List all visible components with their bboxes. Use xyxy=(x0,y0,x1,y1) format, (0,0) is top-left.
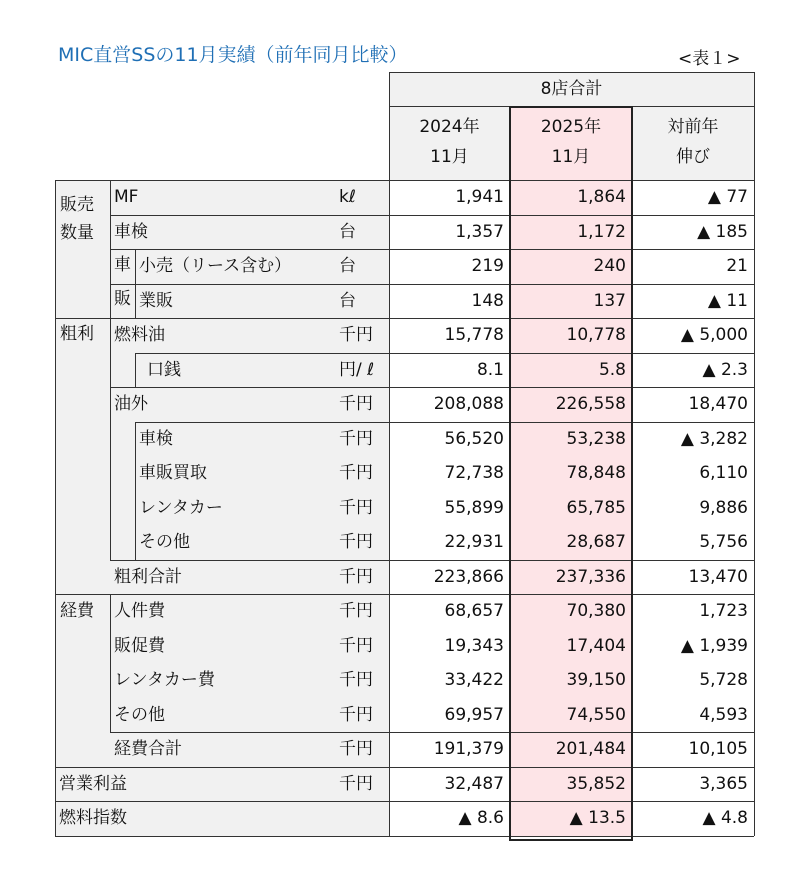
row-unit: kℓ xyxy=(339,187,356,207)
row-unit: 千円 xyxy=(339,394,373,414)
value-diff: 9,886 xyxy=(699,497,748,518)
value-diff: ▲ 3,282 xyxy=(680,428,748,449)
row-label: 口銭 xyxy=(147,359,181,380)
value-2025: 137 xyxy=(593,290,626,311)
row-label: 営業利益 xyxy=(59,773,127,794)
grid-vline xyxy=(55,180,56,836)
row-label: 業販 xyxy=(139,290,173,311)
grid-hline xyxy=(110,387,754,388)
row-unit: 千円 xyxy=(339,463,373,483)
grid-hline xyxy=(55,318,754,319)
row-unit: 千円 xyxy=(339,704,373,725)
header-diff-line1: 対前年 xyxy=(667,117,719,137)
row-label: レンタカー費 xyxy=(114,670,215,690)
value-2024: 69,957 xyxy=(444,704,504,725)
value-2024: 72,738 xyxy=(444,463,504,483)
value-2025: 240 xyxy=(593,256,626,276)
grid-hline xyxy=(110,560,754,561)
grid-hline xyxy=(55,767,754,768)
group-car-sales-line1: 車 xyxy=(114,255,131,275)
value-2024: 208,088 xyxy=(433,394,504,414)
value-diff: 18,470 xyxy=(688,394,748,414)
grid-hline xyxy=(389,72,754,73)
grid-hline xyxy=(110,284,754,285)
value-2024: 33,422 xyxy=(444,670,504,690)
grid-vline xyxy=(754,72,755,180)
row-label: レンタカー xyxy=(139,497,223,518)
value-diff: 1,723 xyxy=(699,601,748,621)
value-diff: 3,365 xyxy=(699,773,748,794)
row-unit: 千円 xyxy=(339,739,373,759)
value-2024: 219 xyxy=(471,256,504,276)
grid-vline xyxy=(135,249,136,318)
value-2025: 5.8 xyxy=(598,359,626,380)
group-sales-volume-line1: 販売 xyxy=(60,195,94,215)
row-label: 燃料油 xyxy=(114,325,165,345)
grid-vline xyxy=(389,72,390,180)
highlight-2025-frame xyxy=(509,106,633,841)
value-2025: 237,336 xyxy=(555,566,626,587)
header-2025-year: 2025年 xyxy=(540,117,602,137)
grid-vline xyxy=(135,422,136,560)
grid-hline xyxy=(110,215,754,216)
row-unit: 千円 xyxy=(339,566,373,587)
value-2025: 226,558 xyxy=(555,394,626,414)
row-unit: 千円 xyxy=(339,670,373,690)
value-2024: 19,343 xyxy=(444,635,504,656)
value-diff: ▲ 77 xyxy=(707,187,748,207)
grid-hline xyxy=(135,422,754,423)
row-unit: 千円 xyxy=(339,497,373,518)
grid-vline xyxy=(110,180,111,318)
value-2025: 1,172 xyxy=(577,221,626,242)
value-2024: 68,657 xyxy=(444,601,504,621)
value-2024: 191,379 xyxy=(433,739,504,759)
value-2025: 53,238 xyxy=(566,428,626,449)
group-gross-profit: 粗利 xyxy=(60,324,94,344)
value-diff: 21 xyxy=(726,256,748,276)
value-diff: 5,728 xyxy=(699,670,748,690)
row-label: その他 xyxy=(139,532,190,552)
grid-hline xyxy=(55,180,754,181)
value-2025: 70,380 xyxy=(566,601,626,621)
row-unit: 千円 xyxy=(339,635,373,656)
header-2025-month: 11月 xyxy=(551,147,591,167)
grid-hline xyxy=(110,732,754,733)
row-unit: 台 xyxy=(339,221,356,242)
value-diff: ▲ 185 xyxy=(697,221,748,242)
grid-vline xyxy=(389,180,390,836)
row-label: 油外 xyxy=(114,394,148,414)
row-label: MF xyxy=(114,187,139,207)
value-2024: 148 xyxy=(471,290,504,311)
value-2025: 78,848 xyxy=(566,463,626,483)
grid-vline xyxy=(754,180,755,836)
value-diff: ▲ 2.3 xyxy=(702,359,748,380)
grid-hline xyxy=(110,249,754,250)
value-2024: 56,520 xyxy=(444,428,504,449)
value-2025: 74,550 xyxy=(566,704,626,725)
page-title: MIC直営SSの11月実績（前年同月比較） xyxy=(58,44,408,66)
header-2024-year: 2024年 xyxy=(419,117,480,137)
value-diff: 5,756 xyxy=(699,532,748,552)
row-unit: 円/ ℓ xyxy=(339,359,375,380)
value-2024: 8.1 xyxy=(476,359,504,380)
row-label: 販促費 xyxy=(114,635,165,656)
row-unit: 台 xyxy=(339,290,356,311)
value-diff: ▲ 5,000 xyxy=(680,325,748,345)
row-label: 車販買取 xyxy=(139,463,207,483)
row-label: 車検 xyxy=(139,428,173,449)
value-2024: 32,487 xyxy=(444,773,504,794)
grid-vline xyxy=(110,594,111,732)
value-2025: 28,687 xyxy=(566,532,626,552)
row-label: その他 xyxy=(114,704,165,725)
value-2025: 39,150 xyxy=(566,670,626,690)
value-2025: 201,484 xyxy=(555,739,626,759)
value-2025: 65,785 xyxy=(566,497,626,518)
value-diff: ▲ 11 xyxy=(707,290,748,311)
row-label: 車検 xyxy=(114,221,148,242)
grid-hline xyxy=(55,836,754,837)
value-2024: 1,941 xyxy=(455,187,504,207)
row-label: 人件費 xyxy=(114,601,165,621)
value-2024: 223,866 xyxy=(433,566,504,587)
value-diff: 13,470 xyxy=(688,566,748,587)
header-diff-line2: 伸び xyxy=(676,147,710,167)
value-diff: 10,105 xyxy=(688,739,748,759)
value-2024: 15,778 xyxy=(444,325,504,345)
grid-hline xyxy=(55,594,754,595)
row-unit: 千円 xyxy=(339,428,373,449)
value-2024: ▲ 8.6 xyxy=(458,808,504,828)
row-label: 経費合計 xyxy=(114,739,182,759)
row-unit: 台 xyxy=(339,256,356,276)
header-group: 8店合計 xyxy=(540,79,603,99)
value-2025: ▲ 13.5 xyxy=(569,808,626,828)
value-diff: 4,593 xyxy=(699,704,748,725)
header-2024-month: 11月 xyxy=(430,147,469,167)
row-unit: 千円 xyxy=(339,325,373,345)
table-number: <表１> xyxy=(678,49,741,69)
value-diff: ▲ 4.8 xyxy=(702,808,748,828)
value-2025: 35,852 xyxy=(566,773,626,794)
group-car-sales-line2: 販 xyxy=(114,289,131,309)
row-unit: 千円 xyxy=(339,532,373,552)
value-diff: 6,110 xyxy=(699,463,748,483)
row-label: 粗利合計 xyxy=(114,566,182,587)
grid-vline xyxy=(110,318,111,560)
grid-hline xyxy=(135,353,754,354)
row-unit: 千円 xyxy=(339,601,373,621)
row-unit xyxy=(333,801,389,836)
value-2024: 1,357 xyxy=(455,221,504,242)
grid-hline xyxy=(55,801,754,802)
row-label: 燃料指数 xyxy=(59,808,127,828)
group-sales-volume-line2: 数量 xyxy=(60,223,94,243)
group-expenses: 経費 xyxy=(60,601,94,621)
value-2025: 10,778 xyxy=(566,325,626,345)
value-diff: ▲ 1,939 xyxy=(680,635,748,656)
value-2025: 1,864 xyxy=(577,187,626,207)
grid-vline xyxy=(135,353,136,388)
value-2024: 55,899 xyxy=(444,497,504,518)
row-unit: 千円 xyxy=(339,773,373,794)
row-label: 小売（リース含む） xyxy=(139,256,292,276)
value-2025: 17,404 xyxy=(566,635,626,656)
value-2024: 22,931 xyxy=(444,532,504,552)
